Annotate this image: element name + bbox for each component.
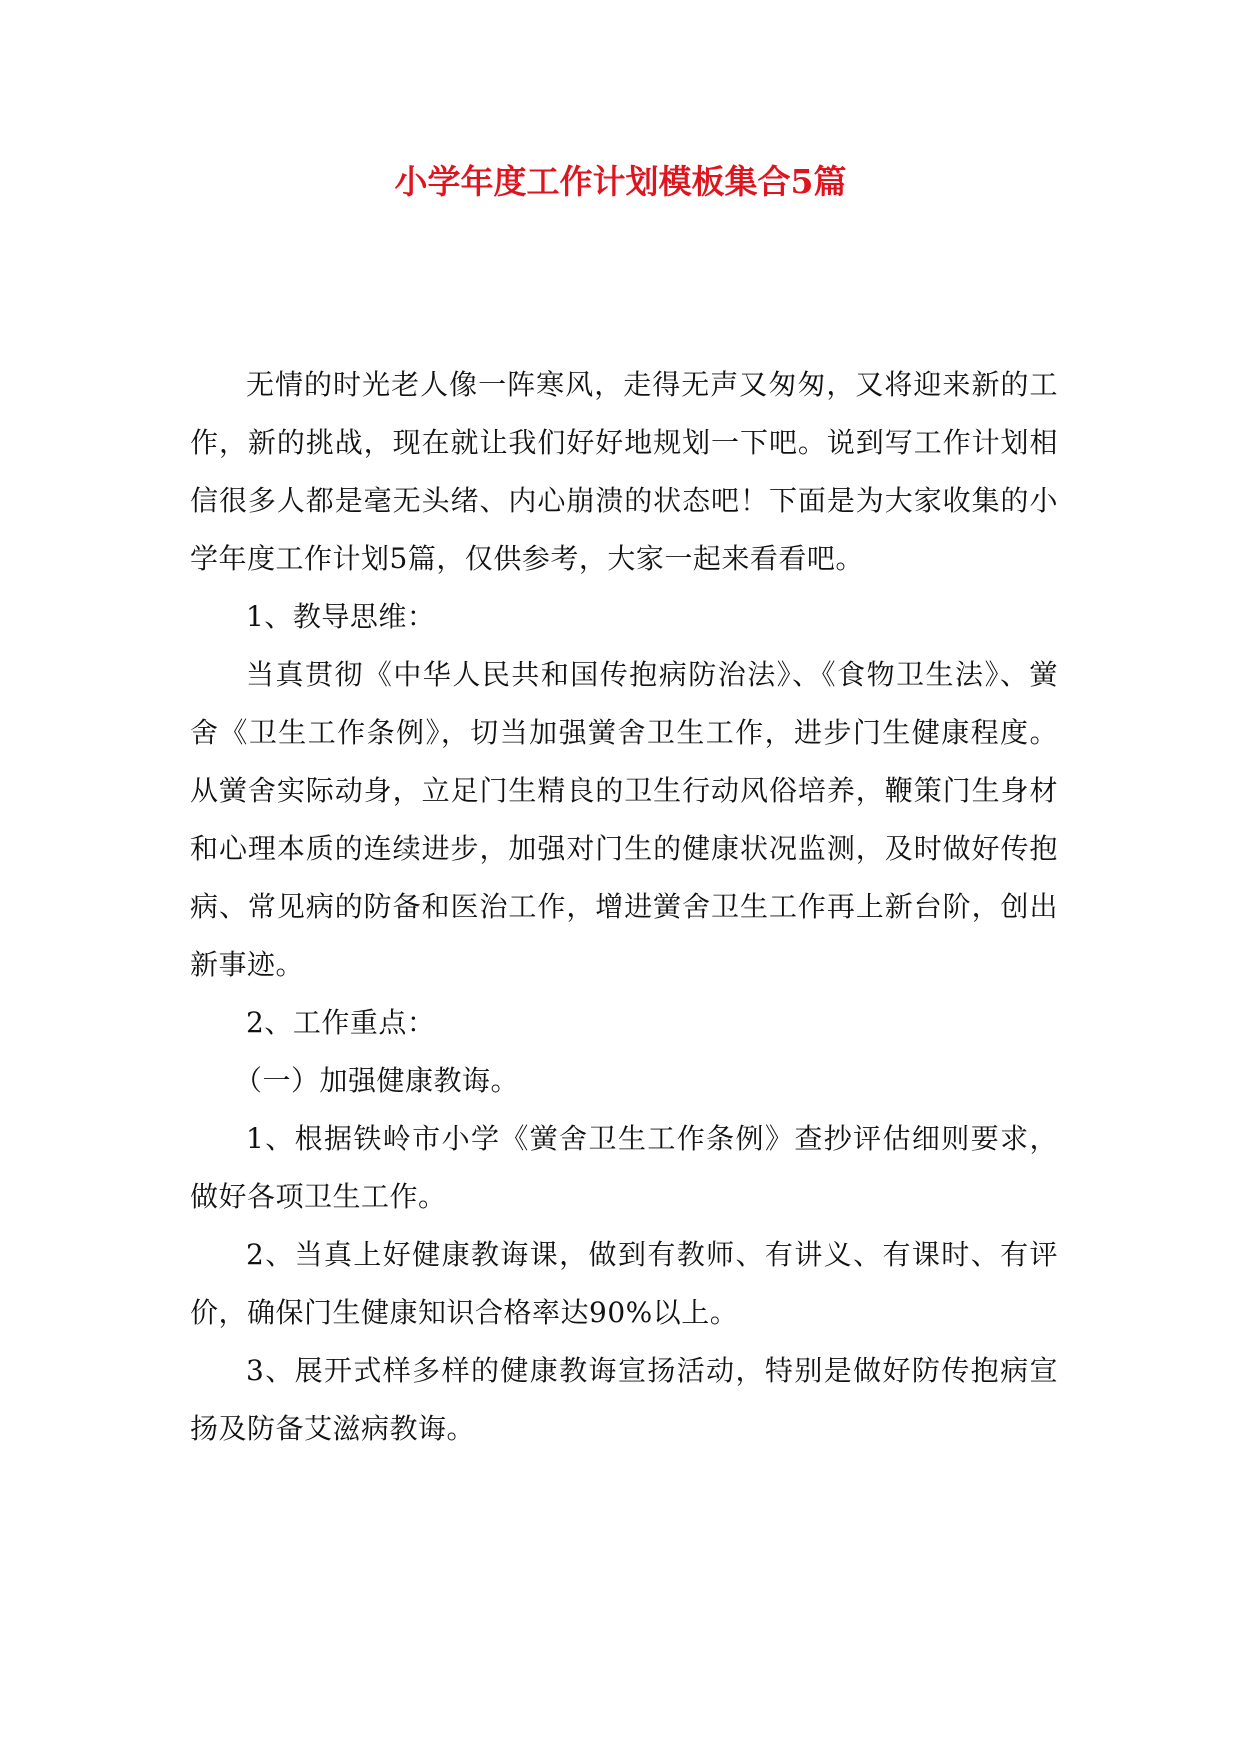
list-item-1: 1、根据铁岭市小学《黉舍卫生工作条例》查抄评估细则要求，做好各项卫生工作。 <box>190 1122 1058 1213</box>
list-item-2: 2、当真上好健康教诲课，做到有教师、有讲义、有课时、有评价，确保门生健康知识合格率达90%以上。 <box>190 1238 1058 1329</box>
intro-paragraph: 无情的时光老人像一阵寒风，走得无声又匆匆，又将迎来新的工作，新的挑战，现在就让我们好好地规划一下吧。说到写工作计划相信很多人都是毫无头绪、内心崩溃的状态吧！下面是为大家收集的小学年度工作计划5篇，仅供参考，大家一起来看看吧。 <box>190 368 1058 575</box>
document-title: 小学年度工作计划模板集合5篇 <box>394 162 847 201</box>
document-body <box>190 356 1058 1458</box>
section-heading-guiding-thought: 1、教导思维： <box>246 600 436 633</box>
list-item-3: 3、展开式样多样的健康教诲宣扬活动，特别是做好防传抱病宣扬及防备艾滋病教诲。 <box>190 1354 1058 1445</box>
subsection-heading-health-education: （一）加强健康教诲。 <box>234 1064 520 1097</box>
section-heading-work-focus: 2、工作重点： <box>246 1006 436 1039</box>
guiding-thought-paragraph: 当真贯彻《中华人民共和国传抱病防治法》、《食物卫生法》、黉舍《卫生工作条例》，切当加强黉舍卫生工作，进步门生健康程度。从黉舍实际动身，立足门生精良的卫生行动风俗培养，鞭策门生身材和心理本质的连续进步，加强对门生的健康状况监测，及时做好传抱病、常见病的防备和医治工作，增进黉舍卫生工作再上新台阶，创出新事迹。 <box>190 658 1058 981</box>
